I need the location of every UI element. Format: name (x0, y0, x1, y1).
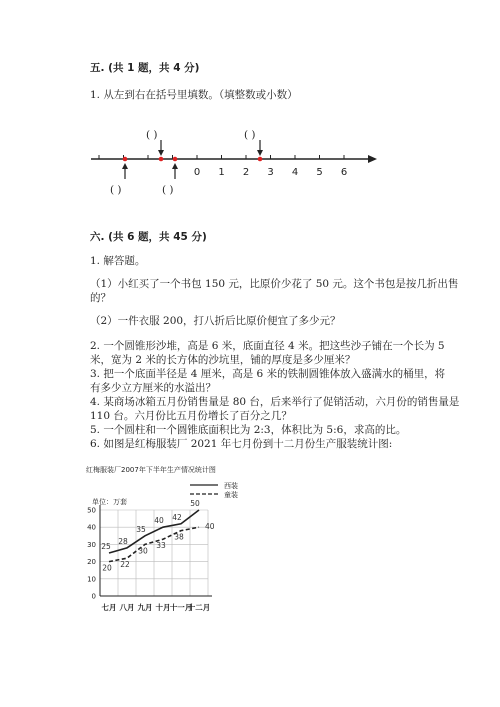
section6-question-1: 1. 解答题。 (90, 255, 146, 267)
tick-label: 4 (291, 167, 299, 178)
question-3-line2: 有多少立方厘米的水溢出？ (90, 382, 216, 394)
question-4-line1: 4. 某商场冰箱五月份销售量是 80 台，后来举行了促销活动，六月份的销售量是 (90, 396, 460, 408)
question-1-sub1-line1: （1）小红买了一个书包 150 元，比原价少花了 50 元。这个书包是按几折出售 (90, 278, 459, 290)
tick-label: 5 (316, 167, 323, 178)
x-tick-label: 七月 (101, 603, 117, 612)
answer-blank-top-2[interactable]: ( ) (244, 129, 256, 141)
answer-blank-bottom-2[interactable]: ( ) (162, 184, 174, 196)
data-label: 20 (102, 563, 112, 573)
y-tick-label: 0 (91, 592, 96, 601)
question-1-sub2: （2）一件衣服 200，打八折后比原价便宜了多少元？ (90, 315, 341, 327)
section5-heading: 五. (共 1 题，共 4 分) (90, 62, 200, 74)
y-tick-label: 50 (87, 506, 96, 515)
tick-label: 3 (267, 167, 274, 178)
x-tick-label: 十月 (155, 603, 171, 612)
data-label: 25 (101, 542, 111, 551)
data-label: 35 (136, 524, 146, 534)
y-tick-label: 30 (87, 540, 96, 549)
data-label: 33 (156, 541, 166, 551)
question-5: 5. 一个圆柱和一个圆锥底面积比为 2:3，体积比为 5:6，求高的比。 (90, 424, 407, 436)
tick-label: 1 (218, 167, 225, 178)
point-a (123, 157, 128, 162)
data-label: 30 (138, 546, 148, 556)
answer-blank-top-1[interactable]: ( ) (146, 129, 158, 141)
question-2-line2: 米，宽为 2 米的长方体的沙坑里，铺的厚度是多少厘米？ (90, 354, 356, 366)
question-2-line1: 2. 一个圆锥形沙堆，高是 6 米，底面直径 4 米。把这些沙子铺在一个长为 5 (90, 340, 445, 352)
legend-label: 西装 (224, 482, 238, 490)
tick-label: 0 (193, 167, 201, 178)
section5-question-1: 1. 从左到右在括号里填数。（填整数或小数） (90, 89, 298, 101)
data-label: 40 (205, 522, 215, 532)
answer-blank-bottom-1[interactable]: ( ) (110, 184, 122, 196)
tick-label: 2 (242, 167, 250, 178)
x-tick-label: 十一月 (169, 603, 193, 612)
chart-ylabel: 单位：万套 (92, 498, 127, 506)
arrow-up-icon (122, 163, 128, 169)
question-4-line2: 110 台。六月份比五月份增长了百分之几？ (90, 410, 292, 422)
x-tick-label: 八月 (119, 603, 135, 612)
x-tick-label: 九月 (137, 603, 153, 612)
point-d (258, 157, 263, 162)
legend-label: 童装 (224, 491, 238, 499)
arrow-up-icon (172, 163, 178, 169)
data-label: 28 (118, 536, 128, 546)
section6-heading: 六. (共 6 题，共 45 分) (90, 231, 207, 243)
arrow-down-icon (158, 150, 164, 156)
data-label: 38 (174, 532, 184, 542)
point-b (159, 157, 164, 162)
y-tick-label: 40 (87, 523, 96, 532)
data-label: 22 (120, 560, 130, 570)
chart-title: 红梅服装厂2007年下半年生产情况统计图 (86, 466, 216, 474)
data-label: 50 (190, 499, 200, 508)
point-c (173, 157, 178, 162)
arrow-down-icon (257, 150, 263, 156)
question-1-sub1-line2: 的？ (90, 292, 111, 304)
y-tick-label: 10 (87, 575, 96, 584)
question-6: 6. 如图是红梅服装厂 2021 年七月份到十二月份生产服装统计图: (90, 438, 393, 450)
data-label: 42 (172, 512, 182, 522)
line-chart (78, 460, 258, 620)
question-3-line1: 3. 把一个底面半径是 4 厘米，高是 6 米的铁制圆锥体放入盛满水的桶里，将 (90, 368, 446, 380)
x-tick-label: 十二月 (187, 603, 211, 612)
number-line (85, 122, 385, 202)
data-label: 40 (154, 516, 164, 526)
tick-label: 6 (340, 167, 348, 178)
y-tick-label: 20 (87, 558, 96, 567)
